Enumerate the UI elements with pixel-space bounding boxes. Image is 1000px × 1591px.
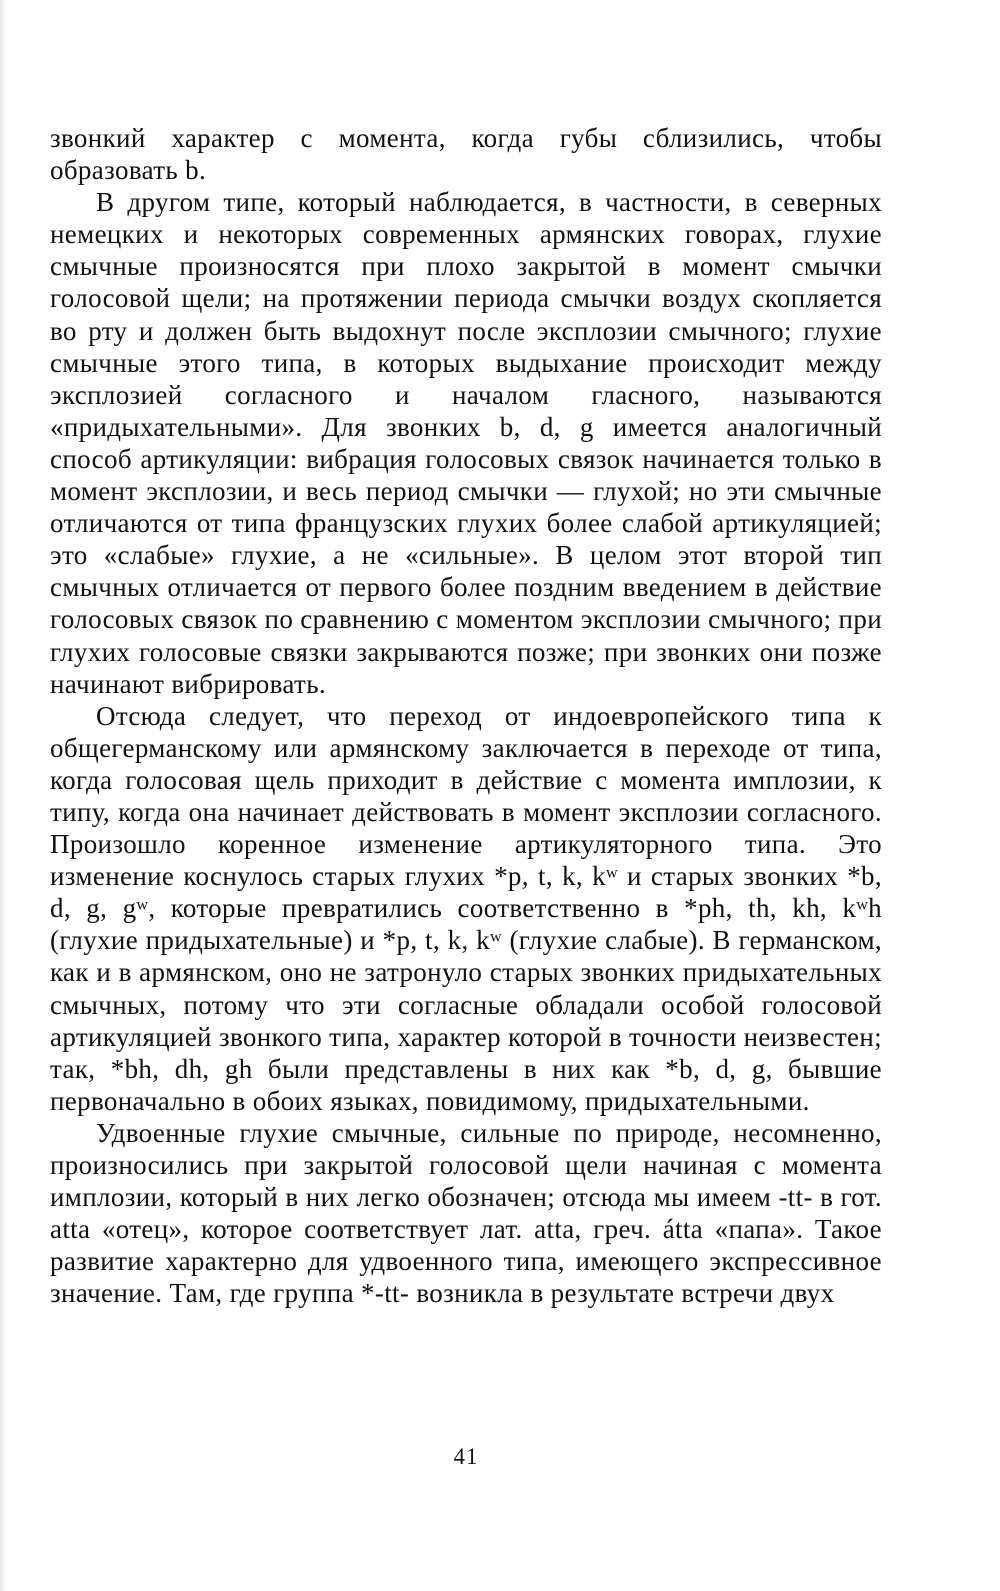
paragraph-second-type: В другом типе, который наблюдается, в частности, в северных немецких и некоторых современных армянских говорах, глухие смычные произносятся при плохо закрытой в момент смычки голосовой щели; на протяжении периода смычки воздух скопляется во рту и должен быть выдохнут после эксплозии смычного; глухие смычные этого типа, в которых выдыхание происходит между эксплозией согласного и началом гласного, называются «придыхательными». Для звонких b, d, g имеется аналогичный способ артикуляции: вибрация голосовых связок начинается только в момент эксплозии, и весь период смычки — глухой; но эти смычные отличаются от типа французских глухих более слабой артикуляцией; это «слабые» глухие, а не «сильные». В целом этот второй тип смычных отличается от первого более поздним введением в действие голосовых связок по сравнению с моментом эксплозии смычного; при глухих голосовые связки закрываются позже; при звонких они позже начинают вибрировать. xyxy=(50,187,882,699)
page-number: 41 xyxy=(453,1444,479,1469)
body-text xyxy=(50,122,882,1309)
paragraph-geminates: Удвоенные глухие смычные, сильные по природе, несомненно, произносились при закрытой голосовой щели начиная с момента имплозии, который в них легко обозначен; отсюда мы имеем -tt- в гот. atta «отец», которое соответствует лат. atta, греч. átta «папа». Такое развитие характерно для удвоенного типа, имеющего экспрессивное значение. Там, где группа *-tt- возникла в результате встречи двух xyxy=(50,1117,882,1309)
scan-edge-shadow xyxy=(0,0,6,1591)
paragraph-continuation: звонкий характер с момента, когда губы сблизились, чтобы образовать b. xyxy=(50,123,882,186)
paragraph-transition: Отсюда следует, что переход от индоевропейского типа к общегерманскому или армянскому заключается в переходе от типа, когда голосовая щель приходит в действие с момента имплозии, к типу, когда она начинает действовать в момент эксплозии согласного. Произошло коренное изменение артикуляторного типа. Это изменение коснулось старых глухих *p, t, k, kʷ и старых звонких *b, d, g, gʷ, которые превратились соответственно в *ph, th, kh, kʷh (глухие придыхательные) и *p, t, k, kʷ (глухие слабые). В германском, как и в армянском, оно не затронуло старых звонких придыхательных смычных, потому что эти согласные обладали особой голосовой артикуляцией звонкого типа, характер которой в точности неизвестен; так, *bh, dh, gh были представлены в них как *b, d, g, бывшие первоначально в обоих языках, повидимому, придыхательными. xyxy=(50,700,882,1116)
